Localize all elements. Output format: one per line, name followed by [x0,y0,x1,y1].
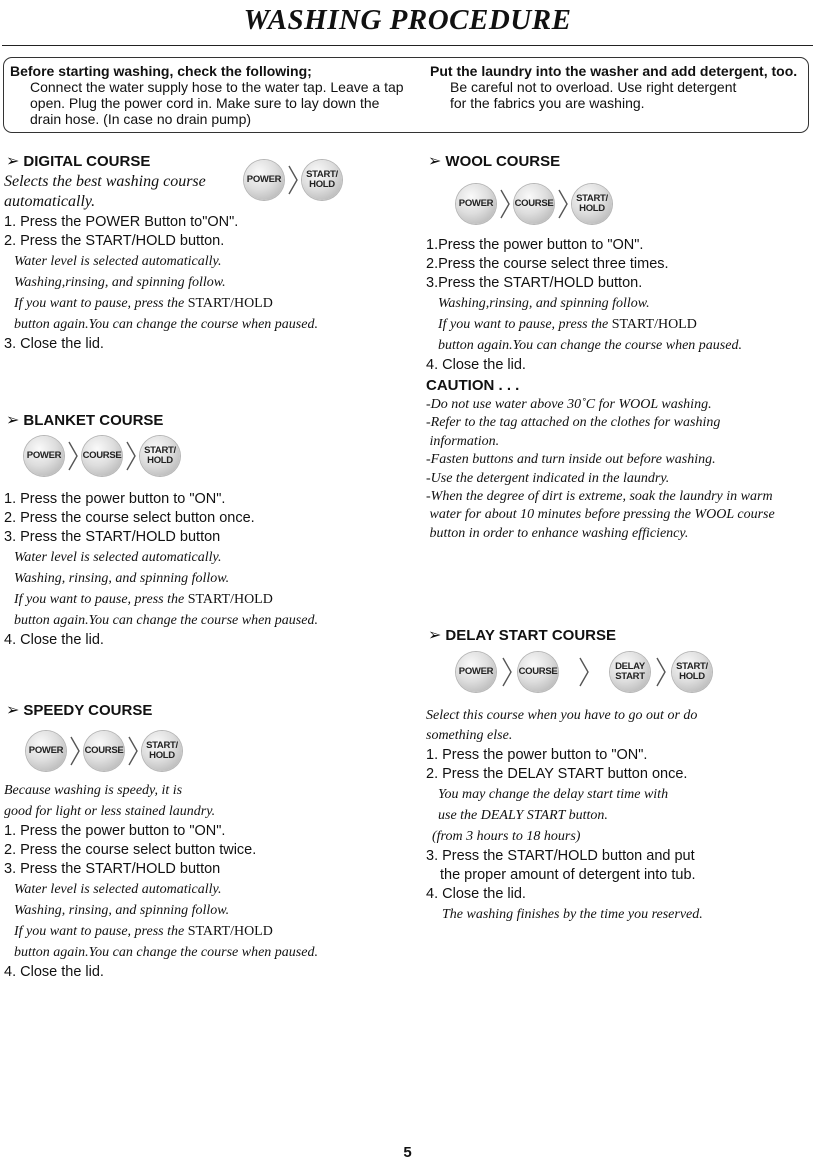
step-note: If you want to pause, press the START/HOLD [14,296,273,311]
step-text: 3. Press the START/HOLD button and put [426,848,695,864]
caution-line: -Do not use water above 30˚C for WOOL washing. [426,397,712,412]
arrow-icon: ➢ [6,412,20,429]
chevron-right-icon [122,436,140,476]
chevron-right-icon [650,652,672,692]
course-intro: something else. [426,728,513,743]
step-note: The washing finishes by the time you reserved. [442,907,703,922]
step-note: button again.You can change the course when paused. [438,338,742,353]
title-rule [2,45,813,46]
step-text: 1.Press the power button to "ON". [426,237,644,253]
chevron-right-icon [124,731,142,771]
step-text: 4. Close the lid. [426,357,526,373]
chevron-right-icon [554,184,572,224]
step-note: Washing,rinsing, and spinning follow. [438,296,650,311]
caution-line: -When the degree of dirt is extreme, soak the laundry in warm [426,489,773,505]
step-text: 1. Press the power button to "ON". [426,747,648,763]
step-text: 2. Press the course select button once. [4,510,255,526]
arrow-icon: ➢ [428,153,442,170]
start-hold-button-icon: START/ HOLD [572,184,612,224]
caution-line: water for about 10 minutes before pressing the WOOL course [426,507,775,523]
start-hold-button-icon: START/ HOLD [672,652,712,692]
blanket-button-sequence [24,436,180,476]
wool-course-heading [428,151,560,171]
precaution-left-heading: Before starting washing, check the following; [10,63,312,79]
digital-course-title: DIGITAL COURSE [23,152,151,170]
power-button-icon: POWER [456,184,496,224]
step-note: button again.You can change the course when paused. [14,317,318,332]
digital-subtitle-line: Selects the best washing course [4,173,206,190]
step-text: 2. Press the DELAY START button once. [426,766,688,782]
speedy-course-heading [6,700,152,720]
arrow-icon: ➢ [6,702,20,719]
step-text: the proper amount of detergent into tub. [440,867,696,883]
step-text: 4. Close the lid. [4,964,104,980]
wool-caution [426,376,775,543]
arrow-icon: ➢ [6,153,20,170]
caution-line: -Use the detergent indicated in the laundry. [426,470,670,486]
wool-course-steps [426,236,742,375]
speedy-button-sequence [26,731,182,771]
step-text: 3. Press the START/HOLD button [4,861,221,877]
step-text: 3. Close the lid. [4,336,104,352]
step-text: 2.Press the course select three times. [426,256,669,272]
step-note: You may change the delay start time with [438,787,669,802]
step-note: Water level is selected automatically. [14,882,222,897]
step-text: 1. Press the POWER Button to"ON". [4,214,239,230]
start-hold-button-icon: START/ HOLD [140,436,180,476]
precaution-right-line: for the fabrics you are washing. [450,95,645,111]
course-intro: Because washing is speedy, it is [4,783,183,798]
power-button-icon: POWER [26,731,66,771]
blanket-course-steps [4,490,318,650]
step-text: 4. Close the lid. [4,632,104,648]
step-note: button again.You can change the course when paused. [14,613,318,628]
caution-line: button in order to enhance washing efficiency. [426,525,689,541]
wool-button-sequence [456,184,612,224]
course-intro: Select this course when you have to go out or do [426,708,698,723]
digital-course-heading [6,151,150,171]
delay-course-heading [428,625,616,645]
step-note: Washing, rinsing, and spinning follow. [14,571,230,586]
step-text: 3. Press the START/HOLD button [4,529,221,545]
blanket-course-heading [6,410,163,430]
caution-title: CAUTION . . . [426,377,520,394]
delay-button-sequence [456,652,712,692]
course-button-icon: COURSE [84,731,124,771]
speedy-course-title: SPEEDY COURSE [23,701,153,719]
precaution-left-line: Connect the water supply hose to the water tap. Leave a tap [30,79,404,95]
course-button-icon: COURSE [82,436,122,476]
digital-subtitle-line: automatically. [4,193,96,210]
step-note: If you want to pause, press the START/HOLD [14,592,273,607]
step-note: (from 3 hours to 18 hours) [432,829,581,844]
step-text: 2. Press the START/HOLD button. [4,233,225,249]
step-note: If you want to pause, press the START/HOLD [14,924,273,939]
precaution-right-line: Be careful not to overload. Use right detergent [450,79,737,95]
step-text: 2. Press the course select button twice. [4,842,257,858]
arrow-icon: ➢ [428,627,442,644]
page-number: 5 [403,1144,412,1161]
delay-course-steps [426,706,703,925]
step-text: 3.Press the START/HOLD button. [426,275,643,291]
precaution-right [430,63,810,111]
step-text: 1. Press the power button to "ON". [4,823,226,839]
precaution-left-line: open. Plug the power cord in. Make sure to lay down the [30,95,380,111]
digital-button-sequence [244,160,342,200]
start-hold-button-icon: START/ HOLD [302,160,342,200]
caution-line: -Fasten buttons and turn inside out before washing. [426,452,716,468]
precaution-right-heading: Put the laundry into the washer and add detergent, too. [430,63,798,79]
chevron-right-icon [66,731,84,771]
chevron-right-icon [284,160,302,200]
digital-course-steps [4,213,318,354]
step-note: Washing,rinsing, and spinning follow. [14,275,226,290]
power-button-icon: POWER [244,160,284,200]
power-button-icon: POWER [456,652,496,692]
course-button-icon: COURSE [518,652,558,692]
blanket-course-title: BLANKET COURSE [23,411,164,429]
delay-start-button-icon: DELAY START [610,652,650,692]
start-hold-button-icon: START/ HOLD [142,731,182,771]
step-note: use the DEALY START button. [438,808,608,823]
chevron-right-icon [496,184,514,224]
course-button-icon: COURSE [514,184,554,224]
step-note: Washing, rinsing, and spinning follow. [14,903,230,918]
chevron-right-icon [64,436,82,476]
speedy-course-steps [4,780,318,982]
step-note: button again.You can change the course when paused. [14,945,318,960]
step-note: Water level is selected automatically. [14,254,222,269]
precaution-left-line: drain hose. (In case no drain pump) [30,111,252,127]
step-note: Water level is selected automatically. [14,550,222,565]
precaution-left [10,63,410,127]
caution-line: -Refer to the tag attached on the clothes for washing [426,415,721,431]
course-intro: good for light or less stained laundry. [4,804,216,819]
page-title: WASHING PROCEDURE [243,4,572,36]
digital-course-subtitle [4,172,206,212]
chevron-right-icon [558,652,610,692]
delay-course-title: DELAY START COURSE [445,626,616,644]
step-note: If you want to pause, press the START/HOLD [438,317,697,332]
step-text: 1. Press the power button to "ON". [4,491,226,507]
power-button-icon: POWER [24,436,64,476]
chevron-right-icon [496,652,518,692]
caution-line: information. [426,433,500,449]
step-text: 4. Close the lid. [426,886,526,902]
wool-course-title: WOOL COURSE [445,152,561,170]
